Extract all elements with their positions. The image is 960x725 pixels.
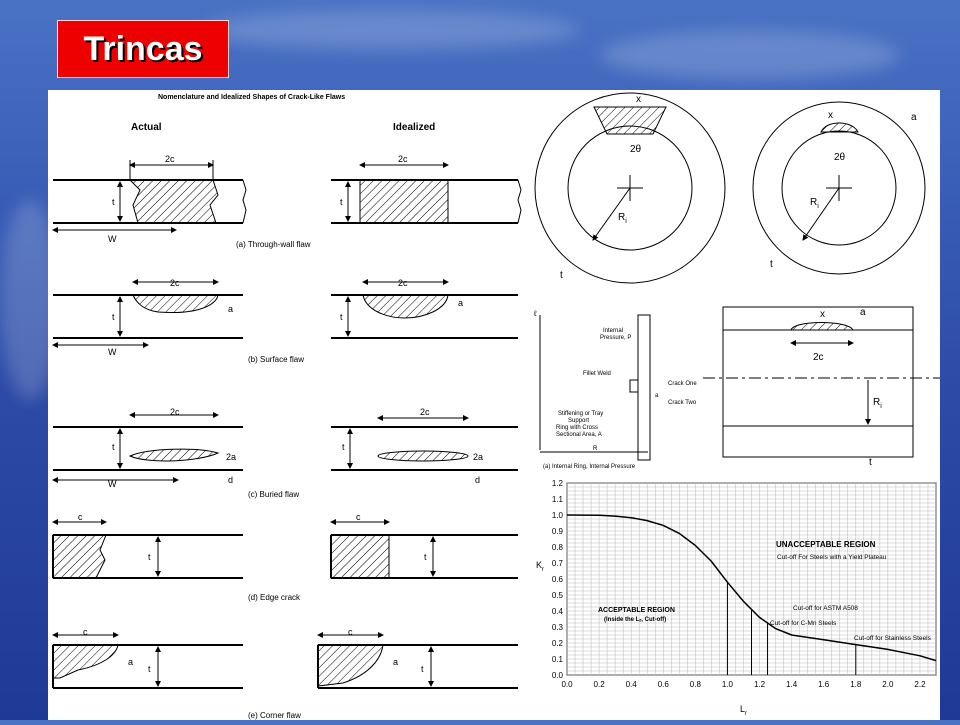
cloud-streak <box>200 10 580 50</box>
weld-label: Crack Two <box>668 400 697 406</box>
dim-2c: 2c <box>165 154 175 164</box>
dim-t: t <box>112 197 115 207</box>
weld-label: Support <box>568 418 590 424</box>
cutoff-label: Cut-off for ASTM A508 <box>793 605 858 612</box>
sec-ri: $R_i$ <box>873 397 882 410</box>
dim-w: W <box>108 347 117 357</box>
y-tick-label: 0.1 <box>551 655 563 664</box>
cylinder-section-panel <box>703 307 940 468</box>
ri-label: $R_i$ <box>618 212 627 225</box>
dim-t: t <box>424 552 427 562</box>
a-label: a <box>911 112 917 123</box>
x-tick-label: 1.2 <box>753 680 766 689</box>
sec-2c: 2c <box>813 352 824 363</box>
y-axis-label: $K_r$ <box>536 560 545 573</box>
dim-t: t <box>112 312 115 322</box>
dim-2a: 2a <box>473 452 484 462</box>
dim-2c: 2c <box>420 407 430 417</box>
x-axis-label: $L_r$ <box>740 704 748 717</box>
dim-2c: 2c <box>170 278 180 288</box>
weld-label: Internal <box>603 328 624 334</box>
dim-a: a <box>128 657 134 667</box>
sec-x: x <box>820 309 825 320</box>
y-tick-label: 0.9 <box>551 527 563 536</box>
figure-canvas <box>48 90 940 720</box>
weld-label: Stiffening or Tray <box>558 411 604 417</box>
x-tick-label: 0.6 <box>657 680 669 689</box>
t-label: t <box>770 259 773 270</box>
slide-title: Trincas <box>83 29 203 68</box>
dim-t: t <box>340 197 343 207</box>
slide-title-box <box>57 20 229 78</box>
x-tick-label: 0.8 <box>689 680 701 689</box>
dim-w: W <box>108 479 117 489</box>
fad-chart <box>536 479 936 717</box>
cutoff-label: Cut-off for C-Mn Steels <box>770 620 837 627</box>
dim-2c: 2c <box>398 154 408 164</box>
y-tick-label: 1.1 <box>551 495 563 504</box>
y-tick-label: 0.2 <box>551 639 563 648</box>
dim-t: t <box>112 442 115 452</box>
dim-c: c <box>83 627 88 637</box>
caption-b: (b) Surface flaw <box>248 355 305 364</box>
caption-e: (e) Corner flaw <box>248 711 301 720</box>
y-tick-label: 0.5 <box>551 591 563 600</box>
ri-label: $R_i$ <box>810 197 819 210</box>
ring-surface-flaw <box>753 102 925 274</box>
weld-detail-panel <box>533 309 697 470</box>
flaw-through-wall <box>53 154 521 249</box>
flaw-corner <box>53 627 518 720</box>
dim-2a: 2a <box>226 452 237 462</box>
x-tick-label: 0.4 <box>625 680 637 689</box>
y-tick-label: 0.8 <box>551 543 563 552</box>
y-tick-label: 0.0 <box>551 671 563 680</box>
dim-t: t <box>342 442 345 452</box>
region-acceptable: ACCEPTABLE REGION <box>598 607 675 614</box>
sec-a: a <box>860 307 866 318</box>
dim-t: t <box>340 312 343 322</box>
y-tick-label: 0.6 <box>551 575 563 584</box>
y-tick-label: 0.4 <box>551 607 563 616</box>
x-tick-label: 0.2 <box>593 680 605 689</box>
x-tick-label: 0.0 <box>561 680 573 689</box>
y-tick-label: 0.3 <box>551 623 563 632</box>
dim-t: t <box>148 664 151 674</box>
weld-a: a <box>655 393 659 399</box>
dim-c: c <box>356 512 361 522</box>
figure-sheet <box>48 90 940 720</box>
dim-d: d <box>228 475 234 485</box>
x-tick-label: 1.6 <box>818 680 830 689</box>
cutoff-label: Cut-off for Stainless Steels <box>854 635 931 642</box>
region-acceptable-note: (Inside the Lr, Cut-off) <box>604 617 667 624</box>
weld-label: Crack One <box>668 381 697 387</box>
dim-c: c <box>78 512 83 522</box>
col-actual: Actual <box>131 122 162 133</box>
weld-r: R <box>593 446 598 452</box>
cloud-streak <box>600 30 900 80</box>
caption-d: (d) Edge crack <box>248 593 301 602</box>
weld-caption: (a) Internal Ring, Internal Pressure <box>543 464 636 470</box>
flaw-nomenclature-panel <box>53 94 521 720</box>
weld-cl: ℓ <box>534 309 537 318</box>
flaw-buried <box>53 407 518 499</box>
dim-a: a <box>458 298 464 308</box>
x-tick-label: 1.8 <box>850 680 862 689</box>
region-unacceptable: UNACCEPTABLE REGION <box>776 540 876 549</box>
t-label: t <box>560 270 563 281</box>
x-tick-label: 2.0 <box>882 680 894 689</box>
dim-2c: 2c <box>398 278 408 288</box>
flaw-surface <box>53 278 518 364</box>
dim-w: W <box>108 234 117 244</box>
dim-t: t <box>421 664 424 674</box>
x-tick-label: 1.0 <box>721 680 733 689</box>
col-idealized: Idealized <box>393 122 436 133</box>
theta-label: 2θ <box>834 152 846 163</box>
dim-t: t <box>148 552 151 562</box>
weld-label: Pressure, P <box>600 335 632 341</box>
x-label: x <box>828 110 833 121</box>
dim-a: a <box>393 657 399 667</box>
caption-c: (c) Buried flaw <box>248 490 300 499</box>
cutoff-label: Cut-off For Steels with a Yield Plateau <box>777 554 887 561</box>
dim-d: d <box>475 475 481 485</box>
ring-through-wall <box>535 93 725 283</box>
y-tick-label: 1.0 <box>551 511 563 520</box>
flaw-edge-crack <box>53 512 518 602</box>
sec-t: t <box>869 457 872 468</box>
y-tick-label: 0.7 <box>551 559 563 568</box>
flaw-heading: Nomenclature and Idealized Shapes of Crack-Like Flaws <box>158 94 346 101</box>
x-label: x <box>636 94 641 105</box>
caption-a: (a) Through-wall flaw <box>236 240 311 249</box>
y-tick-label: 1.2 <box>551 479 563 488</box>
weld-label: Ring with Cross <box>556 425 599 431</box>
x-tick-label: 2.2 <box>914 680 926 689</box>
theta-label: 2θ <box>630 144 642 155</box>
ring-sections-panel <box>535 93 925 283</box>
weld-label: Fillet Weld <box>583 371 611 377</box>
dim-2c: 2c <box>170 407 180 417</box>
x-tick-label: 1.4 <box>786 680 798 689</box>
weld-label: Sectional Area, A <box>556 432 602 438</box>
dim-a: a <box>228 304 234 314</box>
dim-c: c <box>348 627 353 637</box>
